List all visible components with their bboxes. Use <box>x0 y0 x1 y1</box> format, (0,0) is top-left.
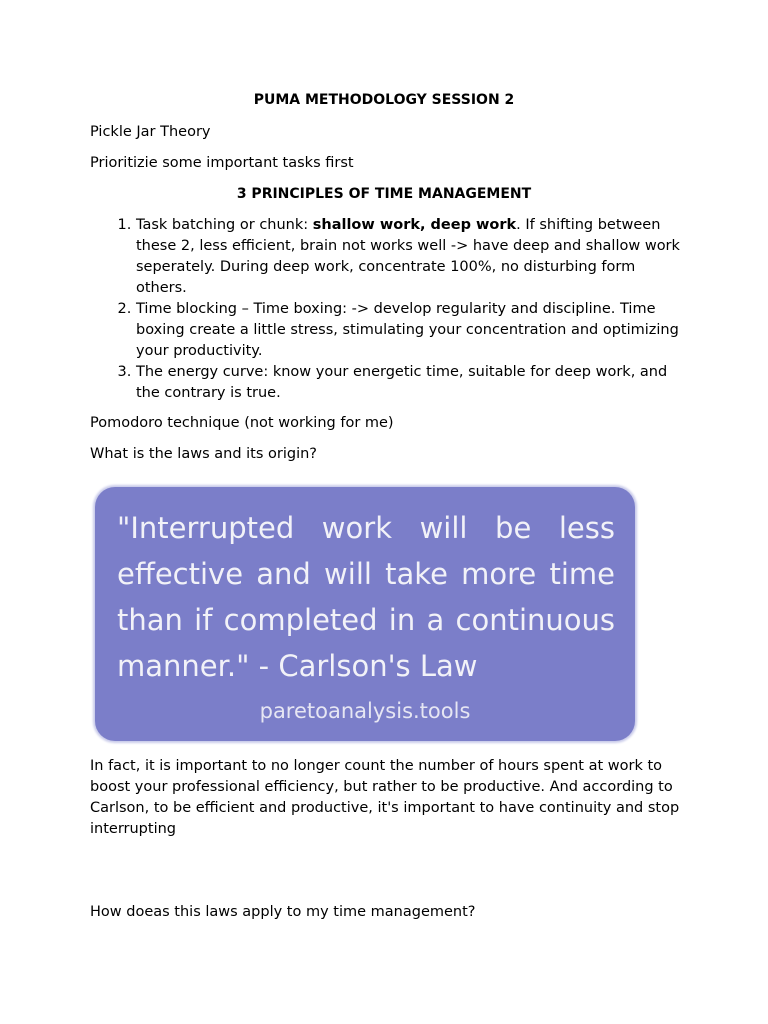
document-title: PUMA METHODOLOGY SESSION 2 <box>253 92 515 108</box>
quote-text: "Interrupted work will be less effective and will take more time than if completed in a continuous manner." - Carlson's Law <box>117 511 615 683</box>
carlson-law-quote-image <box>95 487 635 741</box>
principle-item-1 <box>136 215 685 299</box>
principle-1-bold: shallow work, deep work <box>312 217 517 233</box>
principle-item-3 <box>136 362 685 404</box>
principle-item-2 <box>136 299 685 362</box>
pickle-jar-line: Pickle Jar Theory <box>90 124 211 140</box>
laws-question-line: What is the laws and its origin? <box>90 446 317 462</box>
principles-heading: 3 PRINCIPLES OF TIME MANAGEMENT <box>236 186 532 202</box>
principle-1-rest: . If shifting between these 2, less efficient, brain not works well -> have deep and shallow work seperately. During deep work, concentrate 100%, no disturbing form others. <box>136 217 680 296</box>
principles-list <box>90 215 685 404</box>
in-fact-paragraph: In fact, it is important to no longer count the number of hours spent at work to boost your professional efficiency, but rather to be productive. And according to Carlson, to be efficient and productive, it's important to have continuity and stop interrupting <box>90 758 680 837</box>
quote-source: paretoanalysis.tools <box>259 699 471 723</box>
principle-3-text: The energy curve: know your energetic time, suitable for deep work, and the contrary is true. <box>136 364 668 401</box>
principle-1-lead: Task batching or chunk: <box>136 217 313 233</box>
principle-2-text: Time blocking – Time boxing: -> develop regularity and discipline. Time boxing create a little stress, stimulating your concentration and optimizing your productivity. <box>136 301 679 359</box>
pomodoro-line: Pomodoro technique (not working for me) <box>90 415 394 431</box>
prioritize-line: Prioritizie some important tasks first <box>90 155 354 171</box>
apply-question-line: How doeas this laws apply to my time management? <box>90 904 476 920</box>
